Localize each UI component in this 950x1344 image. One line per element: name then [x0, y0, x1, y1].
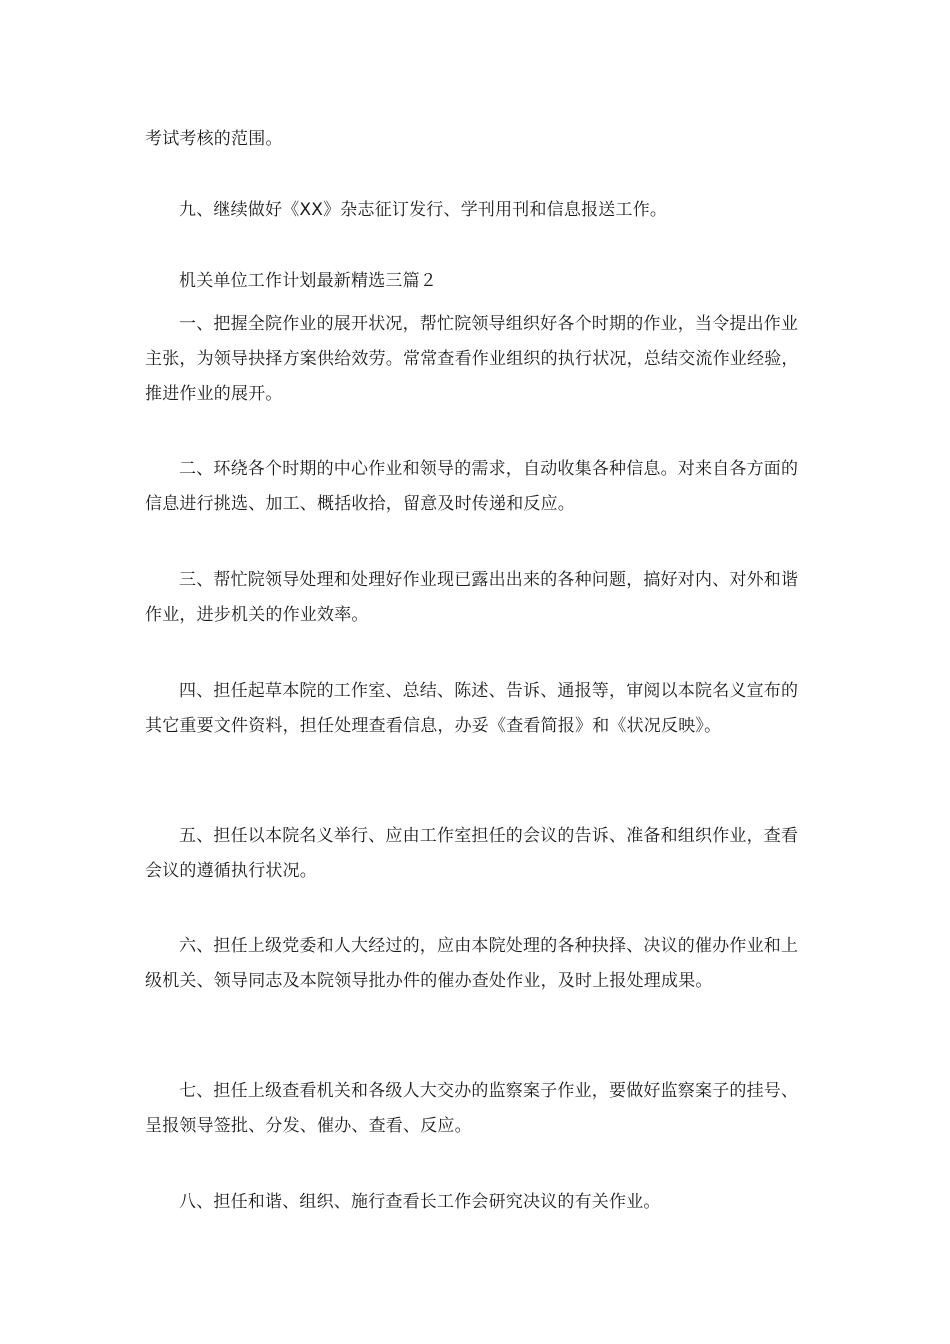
paragraph-item-9: 九、继续做好《XX》杂志征订发行、学刊用刊和信息报送工作。	[179, 200, 668, 220]
paragraph-item-6: 六、担任上级党委和人大经过的，应由本院处理的各种抉择、决议的催办作业和上级机关、领导同志及本院领导批办件的催办查处作业，及时上报处理成果。	[145, 936, 799, 991]
section-title: 机关单位工作计划最新精选三篇２	[179, 271, 437, 291]
paragraph-item-2: 二、环绕各个时期的中心作业和领导的需求，自动收集各种信息。对来自各方面的信息进行挑选、加工、概括收拾，留意及时传递和反应。	[145, 459, 799, 514]
paragraph-item-1: 一、把握全院作业的展开状况，帮忙院领导组织好各个时期的作业，当令提出作业主张，为领导抉择方案供给效劳。常常查看作业组织的执行状况，总结交流作业经验，推进作业的展开。	[145, 314, 799, 404]
paragraph-item-8: 八、担任和谐、组织、施行查看长工作会研究决议的有关作业。	[179, 1192, 661, 1212]
paragraph-continuation: 考试考核的范围。	[145, 129, 283, 149]
paragraph-item-3: 三、帮忙院领导处理和处理好作业现已露出出来的各种问题，搞好对内、对外和谐作业，进步机关的作业效率。	[145, 570, 799, 625]
paragraph-item-4: 四、担任起草本院的工作室、总结、陈述、告诉、通报等，审阅以本院名义宣布的其它重要文件资料，担任处理查看信息，办妥《查看简报》和《状况反映》。	[145, 681, 799, 736]
paragraph-item-7: 七、担任上级查看机关和各级人大交办的监察案子作业，要做好监察案子的挂号、呈报领导签批、分发、催办、查看、反应。	[145, 1081, 799, 1136]
paragraph-item-5: 五、担任以本院名义举行、应由工作室担任的会议的告诉、准备和组织作业，查看会议的遵循执行状况。	[145, 826, 799, 881]
